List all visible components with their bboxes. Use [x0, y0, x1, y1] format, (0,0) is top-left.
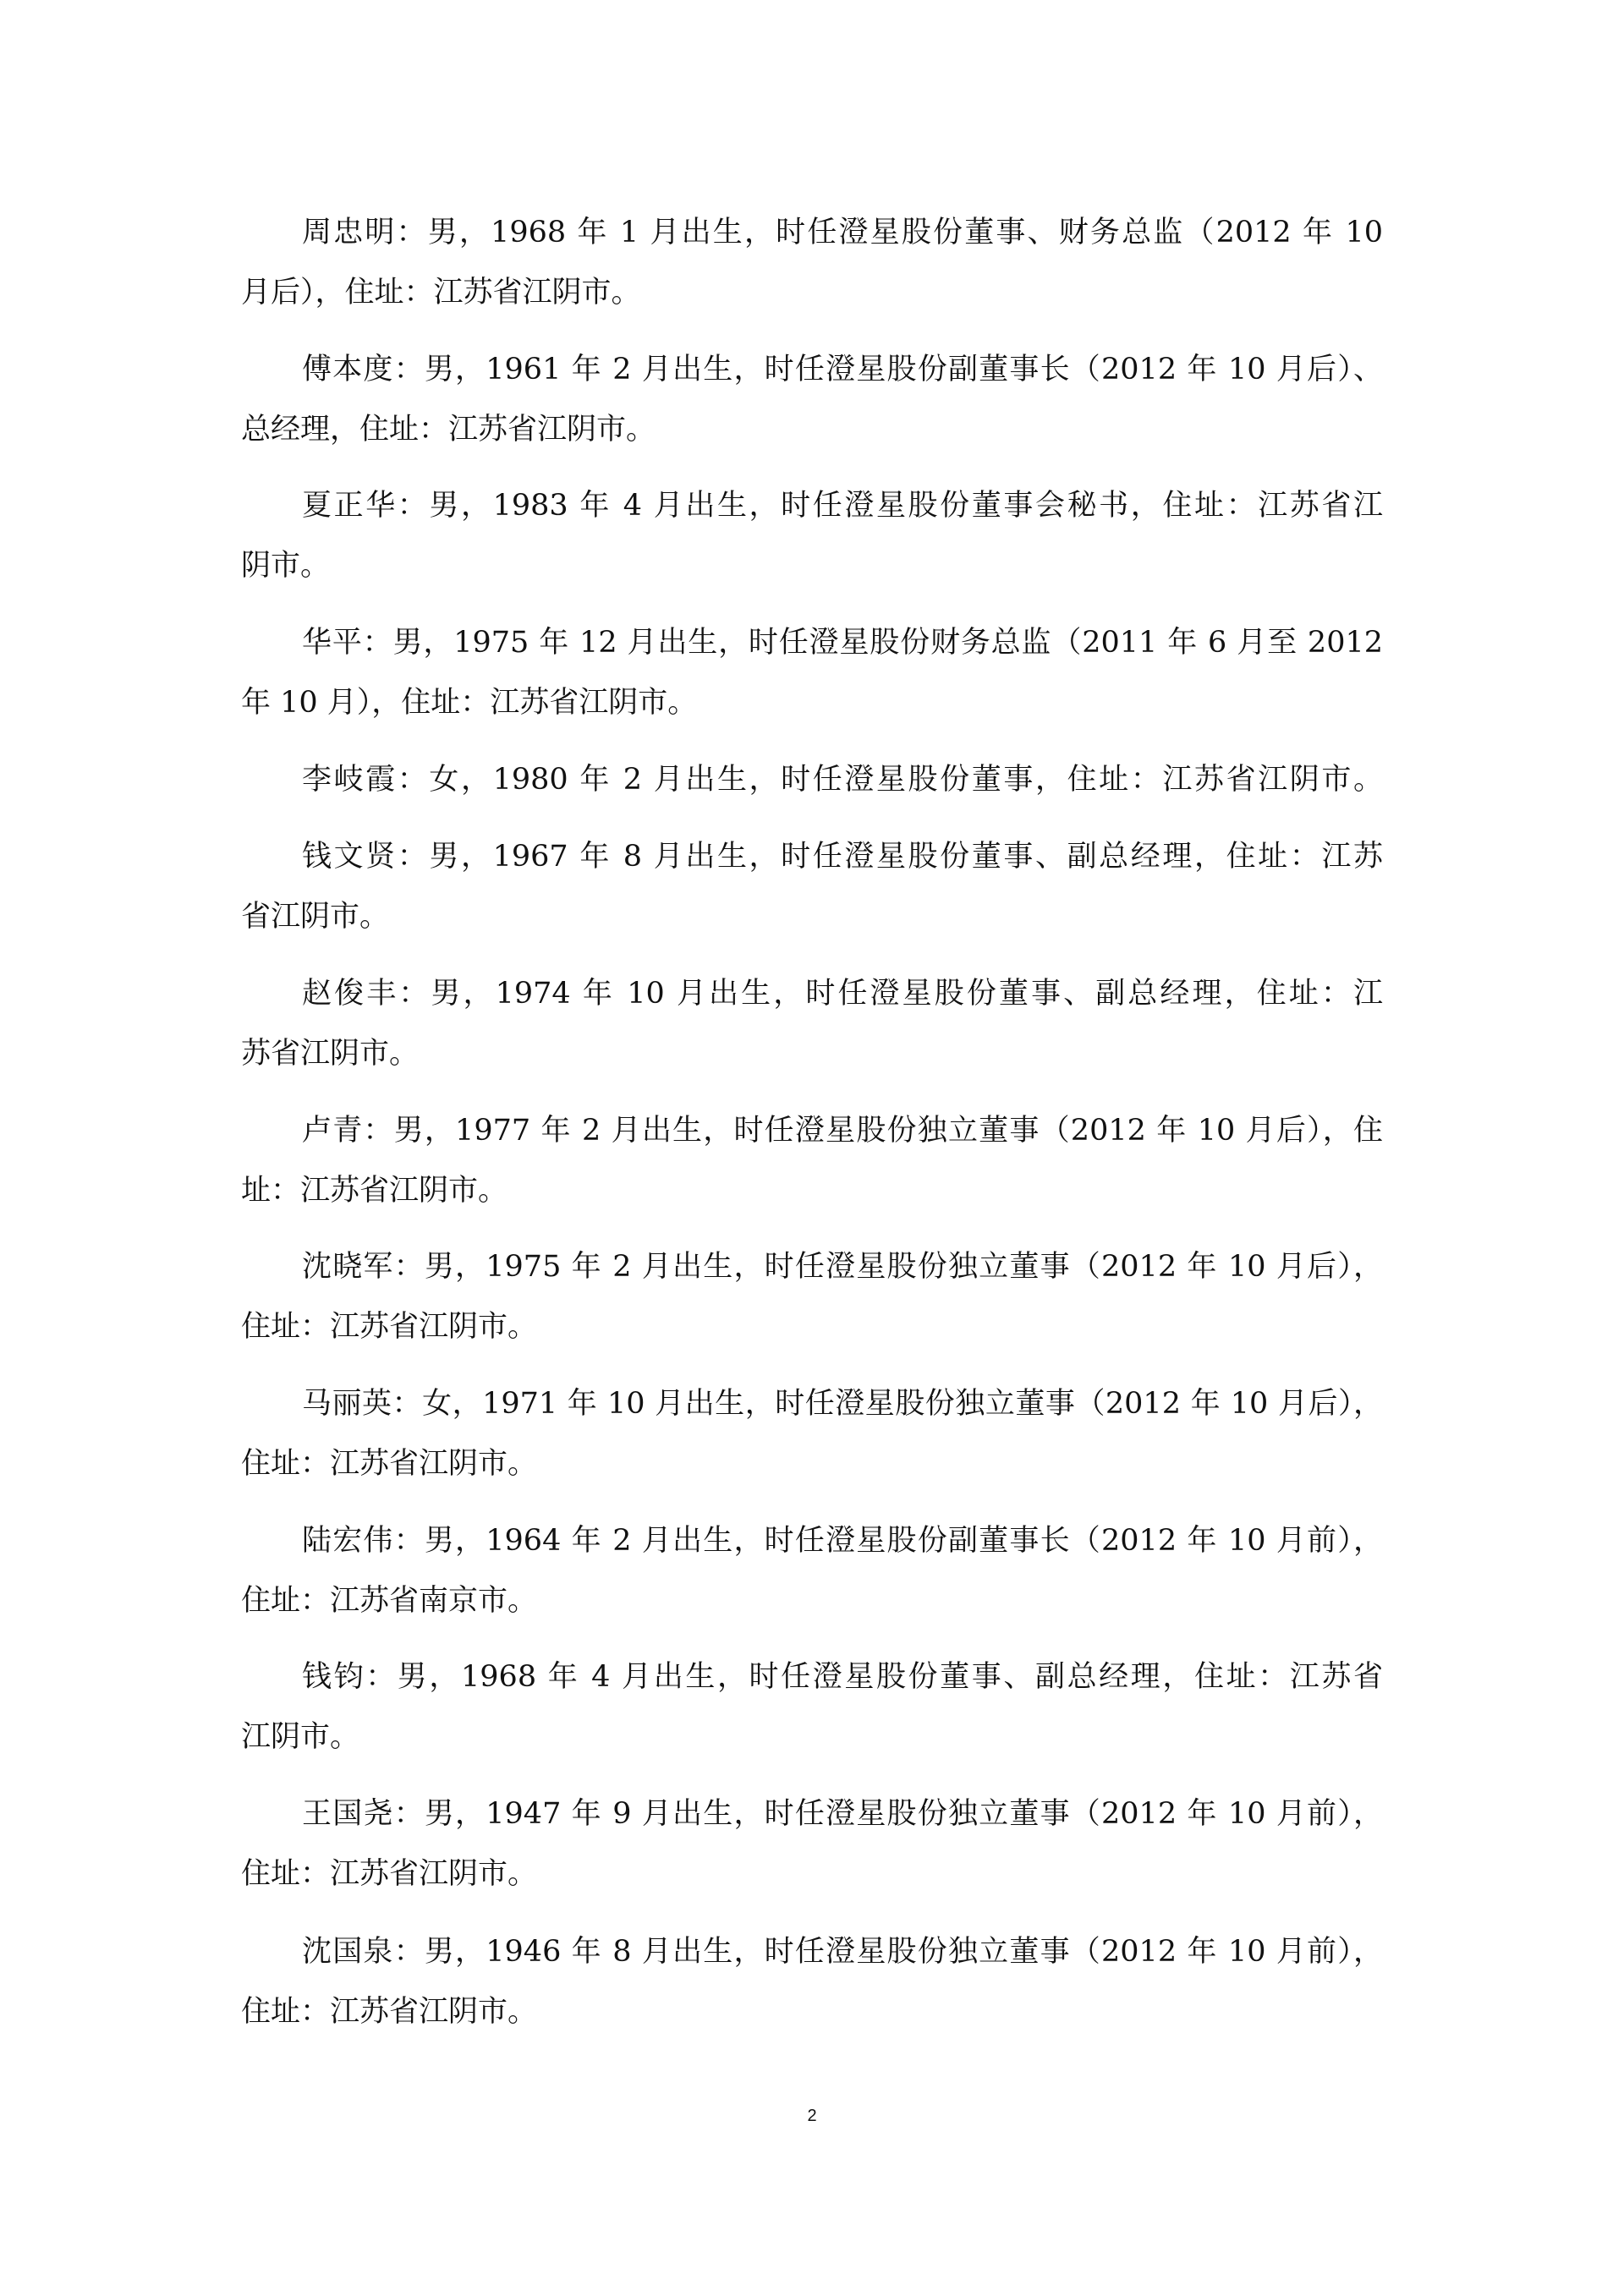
paragraph-line: 华平：男，1975 年 12 月出生，时任澄星股份财务总监（2011 年 6 月至 2012: [302, 626, 1383, 660]
paragraph-line: 月后），住址：江苏省江阴市。: [241, 276, 641, 310]
paragraph-line: 省江阴市。: [241, 900, 390, 934]
paragraph-line: 苏省江阴市。: [241, 1037, 420, 1071]
paragraph-line: 钱文贤：男，1967 年 8 月出生，时任澄星股份董事、副总经理，住址：江苏: [302, 840, 1383, 874]
paragraph-line: 马丽英：女，1971 年 10 月出生，时任澄星股份独立董事（2012 年 10 月后），: [302, 1387, 1383, 1421]
paragraph-line: 住址：江苏省江阴市。: [241, 1995, 538, 2029]
paragraph-line: 住址：江苏省江阴市。: [241, 1857, 538, 1891]
paragraph-line: 沈晓军：男，1975 年 2 月出生，时任澄星股份独立董事（2012 年 10 月后），: [302, 1250, 1383, 1284]
page-number: 2: [807, 2107, 817, 2125]
paragraph-line: 阴市。: [241, 549, 331, 583]
paragraph-line: 沈国泉：男，1946 年 8 月出生，时任澄星股份独立董事（2012 年 10 月前），: [302, 1935, 1383, 1969]
paragraph-line: 总经理，住址：江苏省江阴市。: [241, 413, 656, 447]
paragraph-line: 住址：江苏省江阴市。: [241, 1447, 538, 1481]
paragraph-line: 江阴市。: [241, 1720, 360, 1754]
paragraph-line: 址：江苏省江阴市。: [241, 1174, 508, 1208]
paragraph-line: 夏正华：男，1983 年 4 月出生，时任澄星股份董事会秘书，住址：江苏省江: [302, 489, 1383, 523]
paragraph-line: 钱钧：男，1968 年 4 月出生，时任澄星股份董事、副总经理，住址：江苏省: [302, 1660, 1383, 1694]
paragraph-line: 傅本度：男，1961 年 2 月出生，时任澄星股份副董事长（2012 年 10 月后）、: [302, 353, 1383, 386]
paragraph-line: 住址：江苏省南京市。: [241, 1584, 538, 1618]
paragraph-line: 年 10 月），住址：江苏省江阴市。: [241, 686, 698, 720]
paragraph-line: 卢青：男，1977 年 2 月出生，时任澄星股份独立董事（2012 年 10 月后），住: [302, 1114, 1383, 1148]
paragraph-line: 李岐霞：女，1980 年 2 月出生，时任澄星股份董事，住址：江苏省江阴市。: [302, 763, 1383, 797]
paragraph-line: 王国尧：男，1947 年 9 月出生，时任澄星股份独立董事（2012 年 10 月前），: [302, 1797, 1383, 1831]
paragraph-line: 周忠明：男，1968 年 1 月出生，时任澄星股份董事、财务总监（2012 年 10: [302, 216, 1383, 249]
paragraph-line: 陆宏伟：男，1964 年 2 月出生，时任澄星股份副董事长（2012 年 10 月前），: [302, 1524, 1383, 1558]
paragraph-line: 住址：江苏省江阴市。: [241, 1310, 538, 1344]
paragraph-line: 赵俊丰：男，1974 年 10 月出生，时任澄星股份董事、副总经理，住址：江: [302, 977, 1383, 1011]
